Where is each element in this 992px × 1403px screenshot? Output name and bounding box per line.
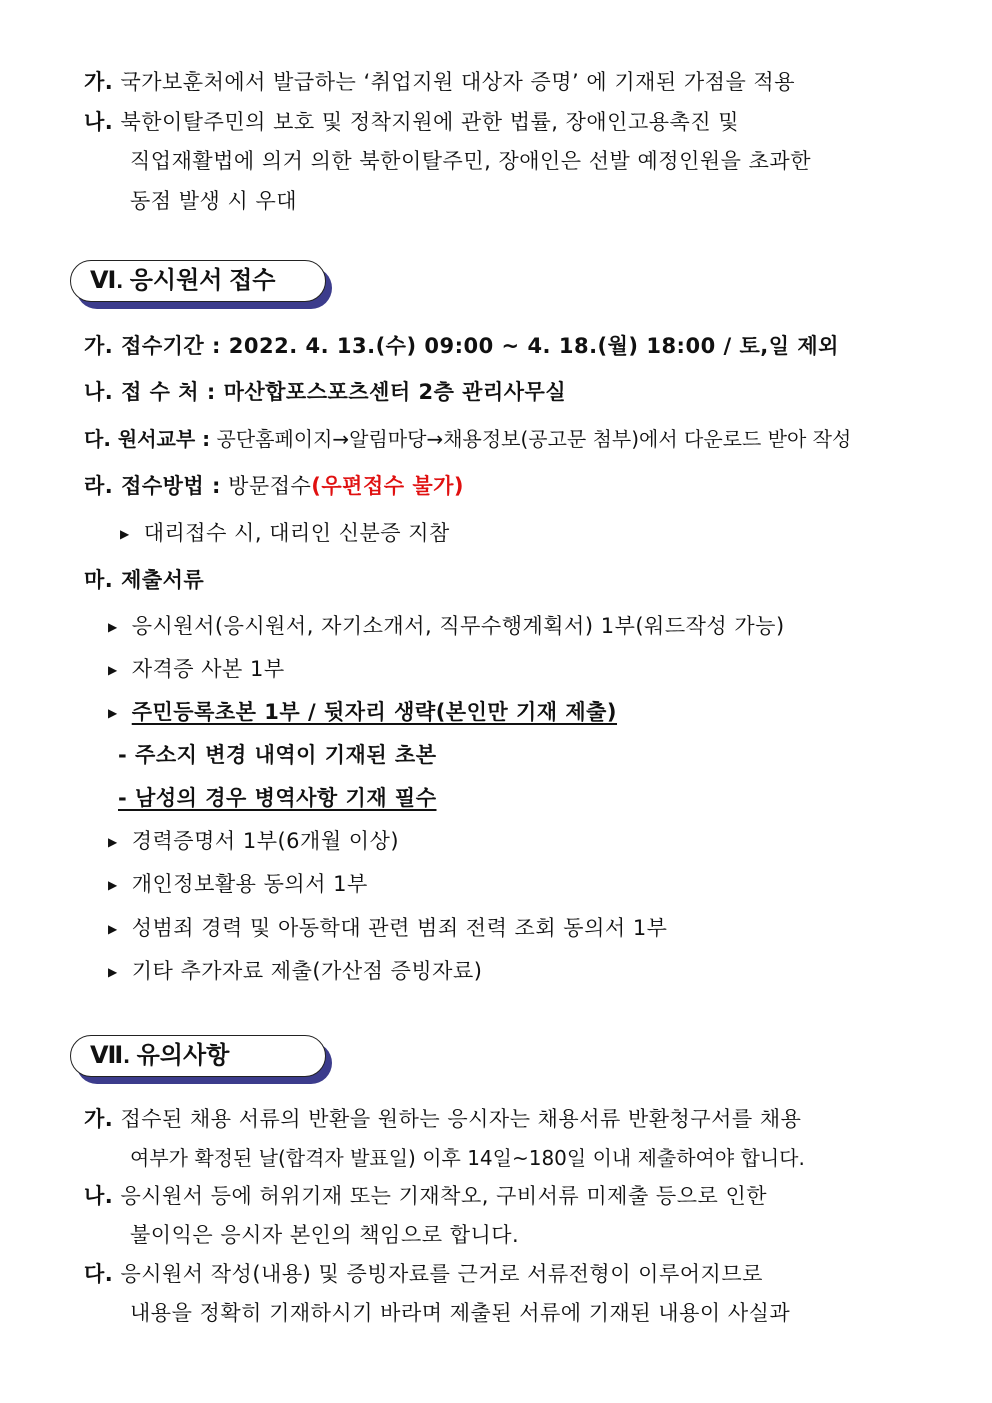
field-value: 방문접수 — [228, 474, 312, 498]
doc-text: 개인정보활용 동의서 1부 — [131, 872, 368, 896]
method-note: (우편접수 불가) — [311, 474, 465, 498]
section-header-6 — [70, 260, 330, 310]
item-marker: 나. — [84, 110, 114, 134]
bullet-triangle-icon: ▶ — [108, 663, 118, 677]
item-marker: 가. — [84, 1107, 114, 1131]
top-item-na — [84, 108, 739, 136]
notice-item-ga-cont: 여부가 확정된 날(합격자 발표일) 이후 14일~180일 이내 제출하여야 합니다. — [130, 1146, 805, 1170]
proxy-note — [120, 519, 450, 548]
doc-subitem-text: - 남성의 경우 병역사항 기재 필수 — [118, 786, 437, 810]
top-item-ga — [84, 68, 795, 96]
notice-item-da-cont: 내용을 정확히 기재하시기 바라며 제출된 서류에 기재된 내용이 사실과 — [130, 1301, 791, 1325]
bullet-triangle-icon: ▶ — [108, 965, 118, 979]
section-title: Ⅵ. 응시원서 접수 — [90, 267, 276, 294]
doc-text: 기타 추가자료 제출(가산점 증빙자료) — [131, 959, 483, 983]
reception-period — [84, 332, 839, 360]
field-label: 다. 원서교부 : — [84, 427, 211, 451]
doc-item — [108, 827, 399, 856]
reception-method — [84, 472, 464, 500]
field-label: 나. 접 수 처 : — [84, 380, 216, 404]
doc-text: 자격증 사본 1부 — [131, 657, 285, 681]
doc-subitem — [118, 784, 437, 812]
bullet-triangle-icon: ▶ — [108, 706, 118, 720]
item-text: 응시원서 등에 허위기재 또는 기재착오, 구비서류 미제출 등으로 인한 — [120, 1184, 768, 1208]
doc-item — [108, 870, 368, 899]
section-header-7 — [70, 1035, 330, 1085]
field-value: 공단홈페이지→알림마당→채용정보(공고문 첨부)에서 다운로드 받아 작성 — [216, 427, 852, 451]
notice-item-na — [84, 1182, 767, 1210]
reception-place — [84, 378, 566, 406]
docs-label: 마. 제출서류 — [84, 568, 205, 592]
item-text: 응시원서 작성(내용) 및 증빙자료를 근거로 서류전형이 이루어지므로 — [120, 1262, 763, 1286]
field-label: 라. 접수방법 : — [84, 474, 221, 498]
doc-item — [108, 612, 785, 641]
notice-item-na-cont: 불이익은 응시자 본인의 책임으로 합니다. — [130, 1223, 520, 1247]
form-distribution — [84, 425, 851, 453]
field-label: 가. 접수기간 : — [84, 334, 221, 358]
bullet-triangle-icon: ▶ — [108, 620, 118, 634]
item-marker: 다. — [84, 1262, 114, 1286]
doc-text: 경력증명서 1부(6개월 이상) — [131, 829, 400, 853]
notice-item-ga — [84, 1105, 801, 1133]
item-marker: 가. — [84, 70, 114, 94]
item-text: 국가보훈처에서 발급하는 ‘취업지원 대상자 증명’ 에 기재된 가점을 적용 — [120, 70, 795, 94]
bullet-triangle-icon: ▶ — [120, 527, 130, 541]
proxy-text: 대리접수 시, 대리인 신분증 지참 — [143, 521, 450, 545]
doc-item — [108, 914, 667, 943]
top-item-na-cont1: 직업재활법에 의거 의한 북한이탈주민, 장애인은 선발 예정인원을 초과한 — [130, 149, 811, 173]
notice-item-da — [84, 1260, 763, 1288]
doc-text: 주민등록초본 1부 / 뒷자리 생략(본인만 기재 제출) — [131, 700, 618, 724]
item-marker: 나. — [84, 1184, 114, 1208]
doc-item — [108, 655, 285, 684]
doc-item — [108, 957, 482, 986]
top-item-na-cont2: 동점 발생 시 우대 — [130, 189, 298, 213]
doc-item — [108, 698, 617, 727]
field-value: 마산합포스포츠센터 2층 관리사무실 — [223, 380, 567, 404]
doc-text: 성범죄 경력 및 아동학대 관련 범죄 전력 조회 동의서 1부 — [131, 916, 668, 940]
doc-subitem: - 주소지 변경 내역이 기재된 초본 — [118, 743, 437, 767]
bullet-triangle-icon: ▶ — [108, 878, 118, 892]
doc-text: 응시원서(응시원서, 자기소개서, 직무수행계획서) 1부(워드작성 가능) — [131, 614, 785, 638]
item-text: 북한이탈주민의 보호 및 정착지원에 관한 법률, 장애인고용촉진 및 — [120, 110, 740, 134]
item-text: 접수된 채용 서류의 반환을 원하는 응시자는 채용서류 반환청구서를 채용 — [120, 1107, 802, 1131]
field-value: 2022. 4. 13.(수) 09:00 ~ 4. 18.(월) 18:00 / 토,일 제외 — [228, 334, 839, 358]
bullet-triangle-icon: ▶ — [108, 922, 118, 936]
section-title: Ⅶ. 유의사항 — [90, 1042, 230, 1069]
bullet-triangle-icon: ▶ — [108, 835, 118, 849]
